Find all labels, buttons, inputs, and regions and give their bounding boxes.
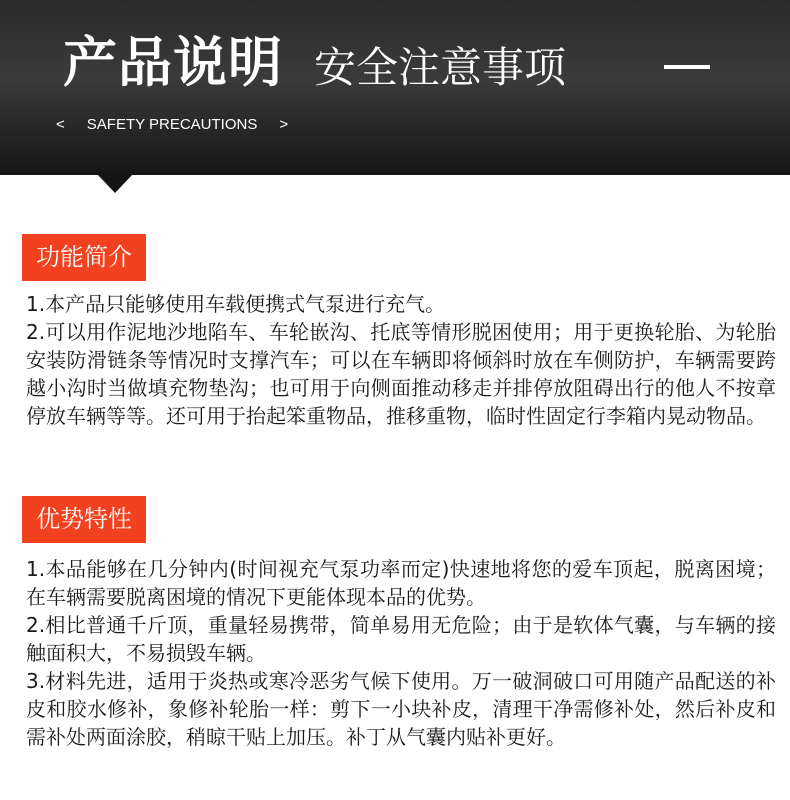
chevron-left-icon: < [56, 116, 65, 133]
english-subtitle: SAFETY PRECAUTIONS [86, 116, 258, 133]
section-heading-features: 功能简介 [22, 234, 146, 281]
header-banner [0, 0, 790, 175]
paragraph: 2.相比普通千斤顶，重量轻易携带，简单易用无危险；由于是软体气囊，与车辆的接触面积大，不易损毁车辆。 [26, 613, 776, 665]
page-subtitle: 安全注意事项 [314, 43, 567, 92]
paragraph: 1.本品能够在几分钟内(时间视充气泵功率而定)快速地将您的爱车顶起，脱离困境；在车辆需要脱离困境的情况下更能体现本品的优势。 [26, 557, 776, 609]
paragraph: 3.材料先进，适用于炎热或寒冷恶劣气候下使用。万一破洞破口可用随产品配送的补皮和胶水修补，象修补轮胎一样：剪下一小块补皮，清理干净需修补处，然后补皮和需补处两面涂胶，稍晾干贴上加压。补丁从气囊内贴补更好。 [26, 669, 776, 749]
page-title: 产品说明 [63, 31, 283, 94]
banner-pointer-arrow [97, 174, 133, 193]
paragraph: 1.本产品只能够使用车载便携式气泵进行充气。 [26, 292, 446, 316]
english-subtitle-row [56, 117, 288, 132]
chevron-right-icon: > [279, 116, 289, 133]
title-dash-decoration [664, 65, 710, 69]
section-body-features [26, 290, 776, 430]
section-heading-advantages: 优势特性 [22, 496, 146, 543]
section-body-advantages [26, 555, 776, 751]
paragraph: 2.可以用作泥地沙地陷车、车轮嵌沟、托底等情形脱困使用；用于更换轮胎、为轮胎安装防滑链条等情况时支撑汽车；可以在车辆即将倾斜时放在车侧防护，车辆需要跨越小沟时当做填充物垫沟；也可用于向侧面推动移走并排停放阻碍出行的他人不按章停放车辆等等。还可用于抬起笨重物品，推移重物，临时性固定行李箱内晃动物品。 [26, 320, 776, 428]
